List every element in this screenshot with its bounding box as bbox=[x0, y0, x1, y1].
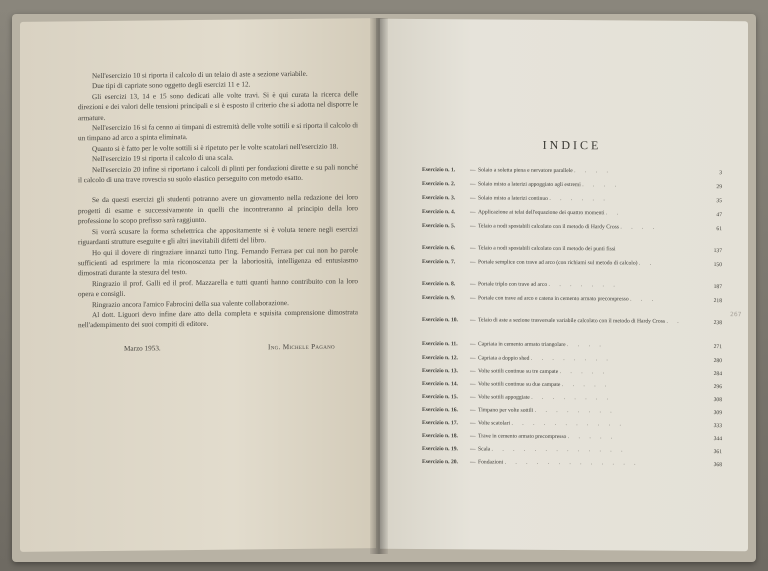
toc-entry: Esercizio n. 10. — Telaio di aste a sezione trasversale variabile calcolato con il metodo di Hardy Cross . . 238 bbox=[422, 317, 722, 327]
toc-entry: Esercizio n. 18. — Trave in cemento armato precompresso . . . . . 344 bbox=[422, 433, 722, 443]
toc-entry: Esercizio n. 12. — Capriata a doppio shed . . . . . . . . 280 bbox=[422, 355, 722, 365]
toc-entry-title: Volte sottili continue su due campate bbox=[478, 381, 561, 388]
toc-entry-page: 308 bbox=[713, 397, 722, 404]
toc-entry-number: Esercizio n. 12. bbox=[422, 355, 458, 362]
toc-entry-number: Esercizio n. 4. bbox=[422, 209, 456, 216]
toc-entry-page: 3 bbox=[719, 170, 722, 177]
preface-paragraph: Nell'esercizio 10 si riporta il calcolo di un telaio di aste a sezione variabile. bbox=[92, 69, 308, 81]
toc-entry-number: Esercizio n. 20. bbox=[422, 459, 458, 466]
toc-entry-title: Solaio a soletta piena e nervatore parallele bbox=[478, 167, 573, 175]
toc-entry: Esercizio n. 5. — Telaio a nodi spostabili calcolato con il metodo di Hardy Cross . . . . 61 bbox=[422, 223, 722, 233]
toc-entry-page: 61 bbox=[716, 226, 722, 233]
toc-entry-page: 344 bbox=[713, 436, 722, 443]
toc-entry-number: Esercizio n. 7. bbox=[422, 259, 456, 266]
toc-entry-page: 218 bbox=[713, 298, 722, 305]
toc-entry-title: Solaio misto a laterizi continuo bbox=[478, 195, 548, 202]
toc-entry-title: Volte sottili appoggiate bbox=[478, 394, 530, 401]
toc-entry-number: Esercizio n. 14. bbox=[422, 381, 458, 388]
toc-entry-title: Capriata in cemento armato triangolare bbox=[478, 341, 566, 349]
table-of-contents bbox=[422, 167, 722, 469]
preface-paragraph: Ringrazio ancora l'amico Fabrocini della sua valente collaborazione. bbox=[92, 298, 289, 309]
toc-entry-title: Solaio misto a laterizi appoggiato agli estremi bbox=[478, 181, 581, 189]
toc-entry-title: Telaio a nodi spostabili calcolato con il metodo dei punti fissi bbox=[478, 245, 616, 253]
preface-paragraph: Ho qui il dovere di ringraziare innanzi tutto l'ing. Fernando Ferrara per cui non ho parole sufficienti ad esprimere la mia riconoscenza per la laboriosità, intelligenza ed entusiasmo dimostrati durante la stesura del testo. bbox=[78, 245, 358, 278]
preface-paragraph: Al dott. Liguori devo infine dare atto della completa e squisita comprensione dimostrata nell'adempimento dei suoi compiti di editore. bbox=[78, 308, 358, 330]
toc-entry: Esercizio n. 13. — Volte sottili continue su tre campate . . . . . 284 bbox=[422, 368, 722, 378]
toc-entry-page: 150 bbox=[713, 262, 722, 269]
toc-entry: Esercizio n. 20. — Fondazioni . . . . . . . . . . . . . 368 bbox=[422, 459, 722, 469]
toc-entry-number: Esercizio n. 10. bbox=[422, 317, 458, 324]
toc-entry-number: Esercizio n. 5. bbox=[422, 223, 456, 230]
toc-entry-title: Volte scatolari bbox=[478, 420, 511, 427]
pencil-note: 267 bbox=[730, 311, 742, 319]
toc-entry: Esercizio n. 11. — Capriata in cemento armato triangolare . . . . 271 bbox=[422, 341, 722, 351]
book-spine-shadow bbox=[370, 18, 388, 554]
toc-entry-number: Esercizio n. 17. bbox=[422, 420, 458, 427]
preface-paragraph: Si vorrà scusare la forma schelettrica che appositamente si è voluta tenere negli esercizi riguardanti strutture eseguite e gli altri inevitabili difetti del libro. bbox=[78, 225, 358, 247]
preface-paragraph: Ringrazio il prof. Galli ed il prof. Mazzarella e tutti quanti hanno contribuito con la loro opera e consigli. bbox=[78, 277, 358, 299]
toc-entry-number: Esercizio n. 11. bbox=[422, 341, 458, 348]
toc-entry-number: Esercizio n. 13. bbox=[422, 368, 458, 375]
toc-entry-number: Esercizio n. 16. bbox=[422, 407, 458, 414]
toc-entry: Esercizio n. 9. — Portale con trave ad arco e catena in cemento armato precompresso . . . 218 bbox=[422, 295, 722, 305]
toc-entry-page: 29 bbox=[716, 184, 722, 191]
toc-entry-page: 368 bbox=[713, 462, 722, 469]
toc-entry-title: Trave in cemento armato precompresso bbox=[478, 433, 567, 441]
preface-paragraph: Quanto si è fatto per le volte sottili si è ripetuto per le volte scatolari nell'esercizio 18. bbox=[92, 142, 339, 153]
toc-entry-page: 309 bbox=[713, 410, 722, 417]
toc-entry-page: 187 bbox=[713, 284, 722, 291]
toc-entry-number: Esercizio n. 19. bbox=[422, 446, 458, 453]
right-page bbox=[380, 19, 748, 552]
toc-entry-number: Esercizio n. 6. bbox=[422, 245, 456, 252]
toc-entry-title: Telaio di aste a sezione trasversale variabile calcolato con il metodo di Hardy Cross bbox=[478, 317, 666, 325]
toc-entry-title: Volte sottili continue su tre campate bbox=[478, 368, 559, 375]
toc-entry-page: 296 bbox=[713, 384, 722, 391]
toc-entry-page: 280 bbox=[713, 358, 722, 365]
toc-entry-page: 333 bbox=[713, 423, 722, 430]
toc-entry-page: 47 bbox=[716, 212, 722, 219]
signature-line bbox=[78, 342, 358, 353]
toc-entry-title: Scala bbox=[478, 446, 491, 453]
toc-entry-page: 284 bbox=[713, 371, 722, 378]
toc-entry: Esercizio n. 2. — Solaio misto a laterizi appoggiato agli estremi . . . . 29 bbox=[422, 181, 722, 191]
toc-entry-number: Esercizio n. 2. bbox=[422, 181, 456, 188]
toc-entry: Esercizio n. 15. — Volte sottili appoggiate . . . . . . . . 308 bbox=[422, 394, 722, 404]
index-title: INDICE bbox=[542, 137, 602, 153]
preface-author: Ing. Michele Pagano bbox=[268, 342, 335, 352]
toc-entry: Esercizio n. 16. — Timpano per volte sottili . . . . . . . . 309 bbox=[422, 407, 722, 417]
toc-entry-title: Telaio a nodi spostabili calcolato con il metodo di Hardy Cross bbox=[478, 223, 619, 231]
toc-entry-page: 361 bbox=[713, 449, 722, 456]
toc-entry: Esercizio n. 8. — Portale triplo con trave ad arco . . . . . . . 187 bbox=[422, 281, 722, 291]
preface-paragraph: Nell'esercizio 19 si riporta il calcolo di una scala. bbox=[92, 153, 234, 164]
toc-entry-page: 137 bbox=[713, 248, 722, 255]
preface-paragraph: Se da questi esercizi gli studenti potranno avere un giovamento nella redazione dei loro progetti di esame e successivamente in quelli che incontreranno al principio della loro professione lo scopo prefisso sarà raggiunto. bbox=[78, 193, 358, 226]
toc-entry: Esercizio n. 3. — Solaio misto a laterizi continuo . . . . . . 35 bbox=[422, 195, 722, 205]
toc-entry: Esercizio n. 7. — Portale semplice con trave ad arco (con richiami sul metodo di calcolo) . . 150 bbox=[422, 259, 722, 269]
toc-entry-title: Timpano per volte sottili bbox=[478, 407, 534, 414]
toc-entry-title: Portale semplice con trave ad arco (con richiami sul metodo di calcolo) bbox=[478, 259, 638, 267]
toc-entry-title: Applicazione ai telai dell'equazione dei quattro momenti bbox=[478, 209, 605, 217]
toc-entry: Esercizio n. 1. — Solaio a soletta piena e nervatore parallele . . . . 3 bbox=[422, 167, 722, 177]
toc-entry-number: Esercizio n. 3. bbox=[422, 195, 456, 202]
preface-date: Marzo 1953. bbox=[124, 344, 161, 353]
preface-paragraph: Gli esercizi 13, 14 e 15 sono dedicati alle volte travi. Si è qui curata la ricerca delle direzioni e dei valori delle tensioni principali e si è esposto il criterio che si adotta nel disporre le armature. bbox=[78, 90, 358, 122]
toc-entry: Esercizio n. 6. — Telaio a nodi spostabili calcolato con il metodo dei punti fissi 137 bbox=[422, 245, 722, 255]
preface-paragraph: Nell'esercizio 20 infine si riportano i calcoli di plinti per fondazioni dirette e su pali nonché il calcolo di una trave rovescia su suolo elastico perseguito con metodo esatto. bbox=[78, 162, 358, 185]
toc-entry-number: Esercizio n. 1. bbox=[422, 167, 456, 174]
left-page bbox=[20, 18, 376, 552]
toc-entry: Esercizio n. 19. — Scala . . . . . . . . . . . . . 361 bbox=[422, 446, 722, 456]
preface-text bbox=[78, 68, 358, 331]
toc-entry: Esercizio n. 4. — Applicazione ai telai dell'equazione dei quattro momenti . . 47 bbox=[422, 209, 722, 219]
preface-paragraph: Nell'esercizio 16 si fa cenno ai timpani di estremità delle volte sottili e si riporta il calcolo di un timpano ad arco a spinta eliminata. bbox=[78, 121, 358, 143]
toc-entry-number: Esercizio n. 9. bbox=[422, 295, 456, 302]
toc-entry-title: Portale triplo con trave ad arco bbox=[478, 281, 548, 288]
toc-entry-title: Portale con trave ad arco e catena in cemento armato precompresso bbox=[478, 295, 629, 303]
toc-entry: Esercizio n. 17. — Volte scatolari . . . . . . . . . . . 333 bbox=[422, 420, 722, 430]
toc-entry-page: 271 bbox=[713, 344, 722, 351]
toc-entry-number: Esercizio n. 18. bbox=[422, 433, 458, 440]
toc-entry-page: 35 bbox=[716, 198, 722, 205]
preface-paragraph: Due tipi di capriate sono oggetto degli esercizi 11 e 12. bbox=[92, 80, 251, 91]
toc-entry-title: Fondazioni bbox=[478, 459, 504, 466]
toc-entry-number: Esercizio n. 8. bbox=[422, 281, 456, 288]
toc-entry-number: Esercizio n. 15. bbox=[422, 394, 458, 401]
toc-entry: Esercizio n. 14. — Volte sottili continue su due campate . . . . . 296 bbox=[422, 381, 722, 391]
toc-entry-page: 238 bbox=[713, 320, 722, 327]
toc-entry-title: Capriata a doppio shed bbox=[478, 355, 530, 362]
